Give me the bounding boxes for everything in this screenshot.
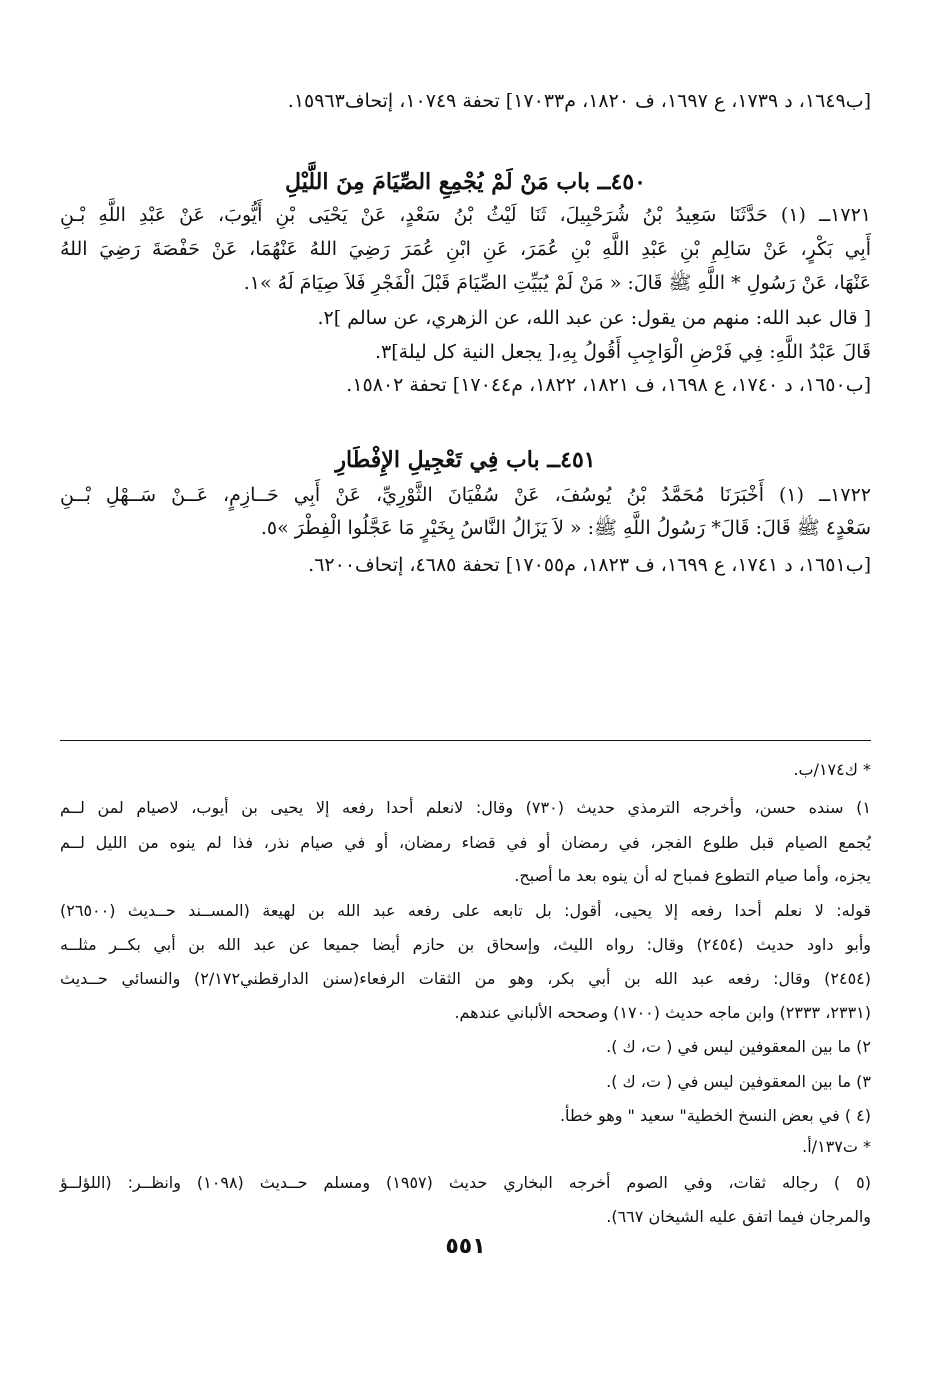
footnote-2: ٢) ما بين المعقوفين ليس في ( ت، ك ). xyxy=(606,1037,871,1056)
footnote-1-line-3: يجزه، وأما صيام التطوع فمباح له أن ينوه بعد ما أصبح. xyxy=(514,866,871,885)
footnote-1-line-2: يُجمع الصيام قبل طلوع الفجر، في رمضان أو في قضاء رمضان، أو في صيام نذر، فذا لم ينوه من الليل لــم xyxy=(60,833,871,852)
chapter-heading-451: ٤٥١ــ باب فِي تَعْجِيلِ الإِفْطَارِ xyxy=(335,447,596,473)
hadith-1721-reference: [ب١٦٥٠، د ١٧٤٠، ع ١٦٩٨، ف ١٨٢١، ١٨٢٢، م٤‏١٧٠٤] تحفة ١٥٨٠٢. xyxy=(346,374,871,396)
footnote-3: ٣) ما بين المعقوفين ليس في ( ت، ك ). xyxy=(606,1072,871,1091)
footnote-manuscript-t: * ت١٣٧/أ. xyxy=(802,1137,871,1156)
hadith-1722-reference: [ب١٦٥١، د ١٧٤١، ع ١٦٩٩، ف ١٨٢٣، م٥‏١٧٠٥] تحفة ٤٦٨٥، إتحاف٦٢٠٠. xyxy=(308,554,871,576)
hadith-1721-line-2: أَبِي بَكْرٍ، عَنْ سَالِمِ بْنِ عَبْدِ اللَّهِ بْنِ عُمَرَ، عَنِ ابْنِ عُمَرَ رَضِيَ اللهُ عَنْهُمَا، عَنْ حَفْصَةَ رَضِيَ اللهُ xyxy=(60,238,871,260)
footnote-1-line-4: قوله: لا نعلم أحدا رفعه إلا يحيى، أقول: بل تابعه على رفعه عبد الله بن لهيعة (المســند حــديث (٢٦٥٠٠) xyxy=(60,901,871,920)
document-page xyxy=(60,0,871,1390)
hadith-1721-note-1: [ قال عبد الله: منهم من يقول: عن عبد الله، عن الزهري، عن سالم ]٢. xyxy=(317,307,871,329)
footnote-1-line-1: ١) سنده حسن، وأخرجه الترمذي حديث (٧٣٠) وقال: لانعلم أحدا رفعه إلا يحيى بن أيوب، لاصيام لمن لــم xyxy=(60,798,871,817)
footnote-5-line-2: والمرجان فيما اتفق عليه الشيخان ٦٦٧). xyxy=(606,1207,871,1226)
footnote-1-line-7: (٢٣٣١، ٢٣٣٣) وابن ماجه حديث (١٧٠٠) وصححه الألباني عندهم. xyxy=(454,1003,871,1022)
hadith-1721-line-1: ١٧٢١ــ (١) حَدَّثَنَا سَعِيدُ بْنُ شُرَحْبِيلَ، ثَنَا لَيْثُ بْنُ سَعْدٍ، عَنْ يَحْيَى بْنِ أَيُّوبَ، عَنْ عَبْدِ اللَّهِ بْـنِ xyxy=(60,204,871,226)
hadith-1721-note-2: قَالَ عَبْدُ اللَّهِ: فِي فَرْضِ الْوَاجِبِ أَقُولُ بِهِ،[ يجعل النية كل ليلة]٣. xyxy=(374,341,871,363)
page-number: ٥٥١ xyxy=(445,1234,486,1259)
footnote-1-line-5: وأبو داود حديث (٢٤٥٤) وقال: رواه الليث، وإسحاق بن حازم أيضا جميعا عن عبد الله بن أبي بكــر مثلــه xyxy=(60,935,871,954)
footnote-1-line-6: (٢٤٥٤) وقال: رفعه عبد الله بن أبي بكر، وهو من الثقات الرفعاء(سنن الدارقطني٢/١٧٢) والنسائي حــديث xyxy=(60,969,871,988)
hadith-1722-line-2: سَعْدٍ٤ ﷺ قَالَ: قَالَ* رَسُولُ اللَّهِ ﷺ: « لاَ يَزَالُ النَّاسُ بِخَيْرٍ مَا عَجَّلُوا الْفِطْرَ »٥. xyxy=(260,517,871,539)
chapter-heading-450: ٤٥٠ــ باب مَنْ لَمْ يُجْمِعِ الصِّيَامَ مِنَ اللَّيْلِ xyxy=(285,169,646,195)
footnote-separator xyxy=(60,740,871,741)
footnote-4: (٤ ) في بعض النسخ الخطية" سعيد " وهو خطأ. xyxy=(559,1106,871,1125)
hadith-reference-line: [ب١٦٤٩، د ١٧٣٩، ع ١٦٩٧، ف ١٨٢٠، م٣‏١٧٠٣] تحفة ١٠٧٤٩، إتحاف١٥٩٦٣. xyxy=(287,90,871,112)
footnote-manuscript-k: * ك١٧٤/ب. xyxy=(793,760,871,779)
hadith-1722-line-1: ١٧٢٢ــ (١) أَخْبَرَنَا مُحَمَّدُ بْنُ يُوسُفَ، عَنْ سُفْيَانَ الثَّوْرِيِّ، عَنْ أَبِي حَــازِمٍ، عَــنْ سَــهْلِ بْــنِ xyxy=(60,484,871,506)
hadith-1721-line-3: عَنْهَا، عَنْ رَسُولِ * اللَّهِ ﷺ قَالَ: « مَنْ لَمْ يُبَيِّتِ الصِّيَامَ قَبْلَ الْفَجْرِ فَلاَ صِيَامَ لَهُ »١. xyxy=(243,272,871,294)
footnote-5-line-1: (٥ ) رجاله ثقات، وفي الصوم أخرجه البخاري حديث (١٩٥٧) ومسلم حــديث (١٠٩٨) وانظــر: (اللؤلــؤ xyxy=(60,1173,871,1192)
